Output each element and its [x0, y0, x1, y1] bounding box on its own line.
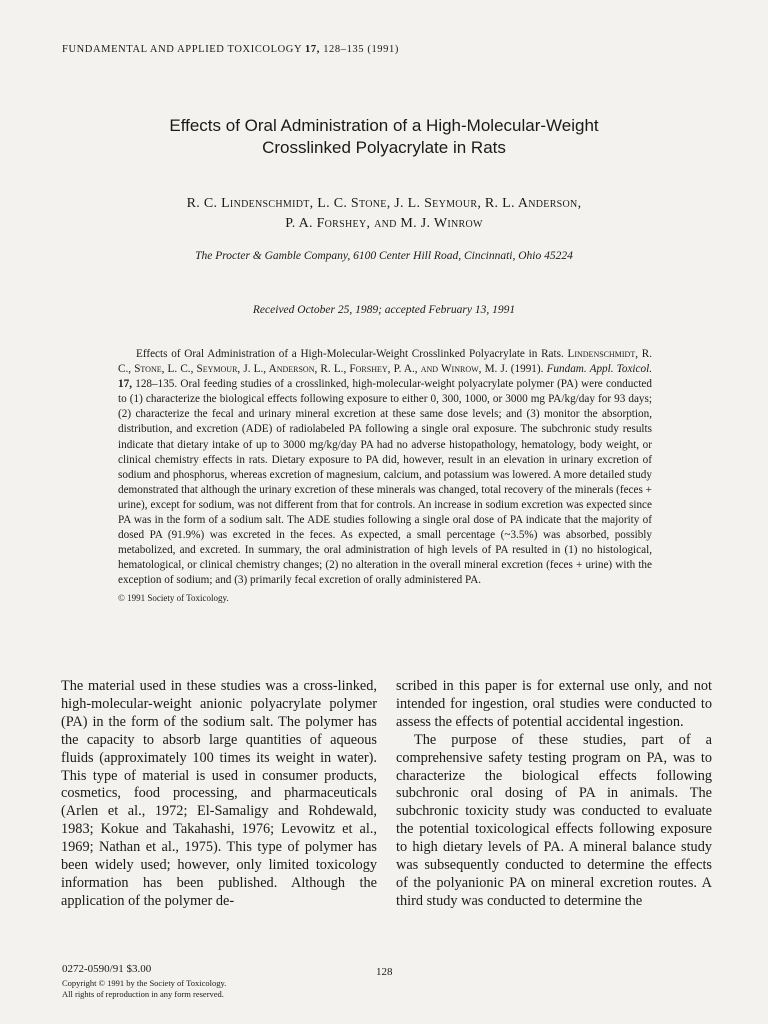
body-column-left	[61, 678, 377, 911]
received-dates: Received October 25, 1989; accepted February 13, 1991	[252, 304, 516, 316]
footer-copyright-line-1: Copyright © 1991 by the Society of Toxicology.	[62, 978, 227, 988]
author-list	[90, 194, 678, 234]
body-column-right	[396, 678, 712, 911]
footer-copyright-line-2: All rights of reproduction in any form reserved.	[62, 989, 224, 999]
article-title	[90, 115, 678, 159]
abstract-volume: 17,	[118, 378, 132, 391]
body-paragraph: scribed in this paper is for external use only, and not intended for ingestion, oral studies were conducted to assess the effects of potential accidental ingestion.	[396, 678, 712, 730]
affiliation: The Procter & Gamble Company, 6100 Center Hill Road, Cincinnati, Ohio 45224	[195, 250, 573, 262]
abstract-copyright: © 1991 Society of Toxicology.	[118, 592, 229, 603]
page-number: 128	[376, 966, 393, 978]
title-line-1: Effects of Oral Administration of a High-Molecular-Weight	[169, 116, 599, 135]
footer-copyright	[62, 978, 226, 1000]
authors-line-2: P. A. Forshey, and M. J. Winrow	[285, 216, 483, 231]
abstract-body: 128–135. Oral feeding studies of a crosslinked, high-molecular-weight polyacrylate polymer (PA) were conducted to (1) characterize the biological effects following exposure to either 0, 300, 1000, or 3000 mg PA/kg/day for 93 days; (2) characterize the fecal and urinary mineral excretion at these same dose levels; and (3) monitor the absorption, distribution, and excretion (ADE) of radiolabeled PA following a single oral exposure. The subchronic study results indicate that dietary intake of up to 3000 mg/kg/day PA had no adverse histopathology, hematology, body weight, or clinical chemistry effects in rats. Dietary exposure to PA did, however, result in an elevation in urinary excretion of sodium and phosphorus, whereas excretion of magnesium, calcium, and potassium was lowered. A more detailed study demonstrated that although the urinary excretion of these minerals was changed, total recovery of the minerals (feces + urine), except for sodium, was not different from that for controls. An increase in sodium excretion was expected since PA was in the form of a sodium salt. The ADE studies following a single oral dose of PA indicate that the majority of dosed PA (91.9%) was excreted in the feces. As expected, a small percentage (~3.5%) was absorbed, possibly metabolized, and excreted. In summary, the oral administration of high levels of PA resulted in (1) no histological, hematological, or clinical chemistry changes; (2) no alteration in the overall mineral excretion (feces + urine) with the exception of sodium; and (3) primarily fecal excretion of orally administered PA.	[118, 378, 652, 587]
article-code: 0272-0590/91 $3.00	[62, 963, 152, 975]
journal-name: FUNDAMENTAL AND APPLIED TOXICOLOGY	[62, 44, 302, 55]
abstract-year: (1991).	[510, 363, 544, 376]
abstract	[118, 347, 652, 606]
abstract-title-sentence: Effects of Oral Administration of a High-Molecular-Weight Crosslinked Polyacrylate in Rats.	[136, 348, 564, 360]
abstract-authors: Lindenschmidt, R. C., Stone, L. C., Seymour, J. L., Anderson, R. L., Forshey, P. A., and Winrow, M. J.	[118, 348, 653, 376]
authors-line-1: R. C. Lindenschmidt, L. C. Stone, J. L. Seymour, R. L. Anderson,	[186, 196, 582, 211]
body-paragraph: The purpose of these studies, part of a comprehensive safety testing program on PA, was to characterize the biological effects following subchronic oral dosing of PA in animals. The subchronic toxicity study was conducted to evaluate the potential toxicological effects following exposure to high dietary levels of PA. A mineral balance study was subsequently conducted to determine the effects of the polyanionic PA on mineral excretion routes. A third study was conducted to determine the	[396, 731, 712, 909]
title-line-2: Crosslinked Polyacrylate in Rats	[262, 138, 506, 157]
body-paragraph: The material used in these studies was a cross-linked, high-molecular-weight anionic polyacrylate polymer (PA) in the form of the sodium salt. The polymer has the capacity to absorb large quantities of aqueous fluids (approximately 100 times its weight in water). This type of material is used in consumer products, cosmetics, food processing, and pharmaceuticals (Arlen et al., 1972; El-Samaligy and Rohdewald, 1983; Kokue and Takahashi, 1976; Levowitz et al., 1969; Nathan et al., 1975). This type of polymer has been widely used; however, only limited toxicology information has been published. Although the application of the polymer de-	[61, 678, 377, 909]
journal-pages-year: 128–135 (1991)	[323, 44, 399, 55]
abstract-paragraph	[118, 347, 652, 589]
running-header	[62, 44, 399, 55]
journal-volume: 17,	[305, 44, 320, 55]
abstract-journal: Fundam. Appl. Toxicol.	[546, 363, 653, 376]
